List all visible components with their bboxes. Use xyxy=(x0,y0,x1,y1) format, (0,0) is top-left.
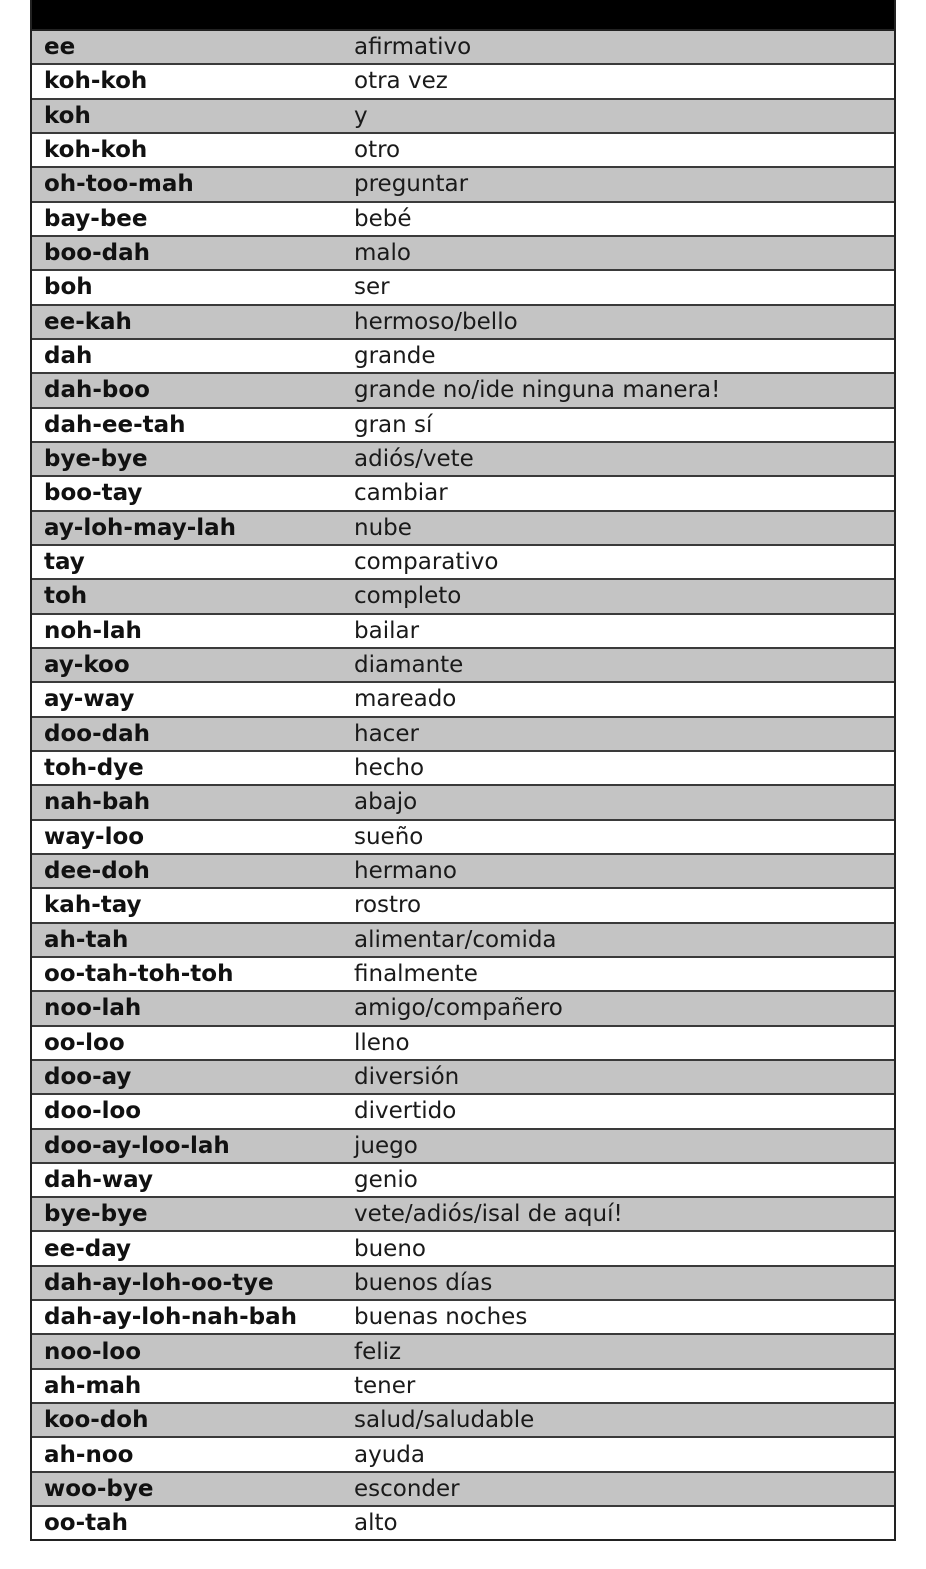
table-row xyxy=(32,992,894,1026)
term-cell: noo-loo xyxy=(44,1338,142,1365)
meaning-cell: sueño xyxy=(354,823,424,850)
table-row xyxy=(32,1061,894,1095)
table-row xyxy=(32,477,894,511)
term-cell: dah xyxy=(44,343,93,370)
term-cell: dee-doh xyxy=(44,858,150,885)
term-cell: boh xyxy=(44,274,93,301)
term-cell: koh-koh xyxy=(44,68,148,95)
meaning-cell: ser xyxy=(354,274,390,301)
table-row xyxy=(32,580,894,614)
table-body xyxy=(32,31,894,1539)
term-cell: ah-noo xyxy=(44,1441,134,1468)
meaning-cell: buenas noches xyxy=(354,1304,528,1331)
term-cell: dah-way xyxy=(44,1166,153,1193)
table-row xyxy=(32,443,894,477)
table-row xyxy=(32,958,894,992)
table-row xyxy=(32,1095,894,1129)
term-cell: bye-bye xyxy=(44,1201,148,1228)
table-row xyxy=(32,1507,894,1539)
table-row xyxy=(32,1027,894,1061)
meaning-cell: tener xyxy=(354,1372,416,1399)
term-cell: dah-ay-loh-oo-tye xyxy=(44,1269,274,1296)
meaning-cell: bailar xyxy=(354,617,420,644)
meaning-cell: hermano xyxy=(354,858,457,885)
meaning-cell: finalmente xyxy=(354,961,478,988)
term-cell: ee-day xyxy=(44,1235,132,1262)
term-cell: ah-tah xyxy=(44,926,129,953)
meaning-cell: hacer xyxy=(354,720,419,747)
table-row xyxy=(32,855,894,889)
term-cell: toh-dye xyxy=(44,755,144,782)
table-row xyxy=(32,512,894,546)
table-row xyxy=(32,1130,894,1164)
meaning-cell: nube xyxy=(354,514,412,541)
term-cell: ah-mah xyxy=(44,1372,142,1399)
term-cell: boo-dah xyxy=(44,240,150,267)
table-row xyxy=(32,65,894,99)
meaning-cell: completo xyxy=(354,583,462,610)
term-cell: bye-bye xyxy=(44,446,148,473)
table-row xyxy=(32,374,894,408)
table-header-bar xyxy=(32,0,894,31)
term-cell: noh-lah xyxy=(44,617,142,644)
term-cell: ay-way xyxy=(44,686,135,713)
table-row xyxy=(32,649,894,683)
meaning-cell: afirmativo xyxy=(354,34,472,61)
term-cell: oo-tah-toh-toh xyxy=(44,961,234,988)
meaning-cell: abajo xyxy=(354,789,418,816)
table-row xyxy=(32,1164,894,1198)
table-row xyxy=(32,889,894,923)
term-cell: ay-loh-may-lah xyxy=(44,514,237,541)
meaning-cell: alimentar/comida xyxy=(354,926,557,953)
term-cell: koh xyxy=(44,102,91,129)
term-cell: bay-bee xyxy=(44,205,148,232)
meaning-cell: adiós/vete xyxy=(354,446,474,473)
term-cell: nah-bah xyxy=(44,789,151,816)
term-cell: doo-ay xyxy=(44,1064,132,1090)
glossary-table xyxy=(30,0,896,1541)
term-cell: dah-boo xyxy=(44,377,150,404)
table-row xyxy=(32,752,894,786)
term-cell: ay-koo xyxy=(44,652,130,679)
meaning-cell: juego xyxy=(354,1132,418,1159)
term-cell: oh-too-mah xyxy=(44,171,194,198)
term-cell: boo-tay xyxy=(44,480,143,507)
table-row xyxy=(32,271,894,305)
table-row xyxy=(32,168,894,202)
meaning-cell: hecho xyxy=(354,755,425,782)
table-row xyxy=(32,683,894,717)
table-row xyxy=(32,1335,894,1369)
table-row xyxy=(32,924,894,958)
table-row xyxy=(32,1404,894,1438)
table-row xyxy=(32,1198,894,1232)
table-row xyxy=(32,237,894,271)
meaning-cell: hermoso/bello xyxy=(354,308,518,335)
table-row xyxy=(32,409,894,443)
table-row xyxy=(32,1438,894,1472)
table-row xyxy=(32,1473,894,1507)
table-row xyxy=(32,546,894,580)
meaning-cell: y xyxy=(354,102,368,129)
meaning-cell: divertido xyxy=(354,1098,457,1125)
meaning-cell: otro xyxy=(354,137,401,164)
meaning-cell: amigo/compañero xyxy=(354,995,563,1022)
meaning-cell: diamante xyxy=(354,652,464,679)
table-row xyxy=(32,821,894,855)
term-cell: ee xyxy=(44,34,76,61)
table-row xyxy=(32,1232,894,1266)
meaning-cell: feliz xyxy=(354,1338,402,1365)
meaning-cell: ayuda xyxy=(354,1441,425,1468)
meaning-cell: lleno xyxy=(354,1029,410,1056)
table-row xyxy=(32,306,894,340)
term-cell: oo-loo xyxy=(44,1029,125,1056)
meaning-cell: mareado xyxy=(354,686,457,713)
table-row xyxy=(32,340,894,374)
table-row xyxy=(32,203,894,237)
meaning-cell: malo xyxy=(354,240,411,267)
meaning-cell: comparativo xyxy=(354,549,499,576)
term-cell: ee-kah xyxy=(44,308,132,335)
meaning-cell: grande xyxy=(354,343,436,370)
table-row xyxy=(32,1301,894,1335)
meaning-cell: bebé xyxy=(354,205,412,232)
table-row xyxy=(32,786,894,820)
table-row xyxy=(32,718,894,752)
term-cell: doo-loo xyxy=(44,1098,142,1125)
term-cell: noo-lah xyxy=(44,995,142,1022)
meaning-cell: genio xyxy=(354,1166,418,1193)
term-cell: doo-ay-loo-lah xyxy=(44,1132,230,1159)
meaning-cell: cambiar xyxy=(354,480,448,507)
table-row xyxy=(32,134,894,168)
meaning-cell: salud/saludable xyxy=(354,1407,535,1434)
meaning-cell: gran sí xyxy=(354,411,433,438)
table-row xyxy=(32,31,894,65)
meaning-cell: alto xyxy=(354,1510,398,1537)
term-cell: kah-tay xyxy=(44,892,142,919)
term-cell: koh-koh xyxy=(44,137,148,164)
meaning-cell: diversión xyxy=(354,1064,460,1090)
term-cell: tay xyxy=(44,549,85,576)
meaning-cell: grande no/ide ninguna manera! xyxy=(354,377,721,404)
meaning-cell: buenos días xyxy=(354,1269,493,1296)
meaning-cell: bueno xyxy=(354,1235,426,1262)
table-row xyxy=(32,1370,894,1404)
term-cell: doo-dah xyxy=(44,720,150,747)
term-cell: dah-ay-loh-nah-bah xyxy=(44,1304,298,1331)
meaning-cell: preguntar xyxy=(354,171,469,198)
table-row xyxy=(32,100,894,134)
term-cell: toh xyxy=(44,583,88,610)
term-cell: woo-bye xyxy=(44,1475,154,1502)
meaning-cell: rostro xyxy=(354,892,422,919)
term-cell: way-loo xyxy=(44,823,145,850)
meaning-cell: otra vez xyxy=(354,68,448,95)
term-cell: oo-tah xyxy=(44,1510,129,1537)
meaning-cell: esconder xyxy=(354,1475,460,1502)
meaning-cell: vete/adiós/isal de aquí! xyxy=(354,1201,623,1228)
table-row xyxy=(32,1267,894,1301)
term-cell: koo-doh xyxy=(44,1407,149,1434)
table-row xyxy=(32,615,894,649)
term-cell: dah-ee-tah xyxy=(44,411,186,438)
